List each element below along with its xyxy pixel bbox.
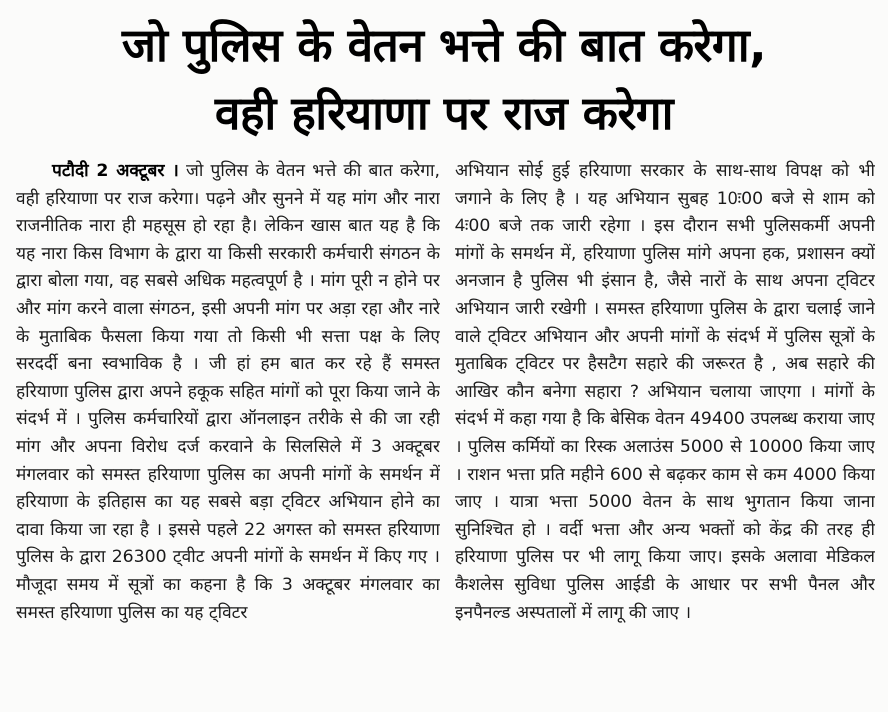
article-body-right: अभियान सोई हुई हरियाणा सरकार के साथ-साथ विपक्ष को भी जगाने के लिए है । यह अभियान सुबह 10ः00 बजे से शाम को 4ः00 बजे तक जारी रहेगा । इस दौरान सभी पुलिसकर्मी अपनी मांगों के समर्थन में, हरियाणा पुलिस मांगे अपना हक, प्रशासन क्यों अनजान है पुलिस भी इंसान है, जैसे नारों के साथ अपना ट्विटर अभियान जारी रखेगी । समस्त हरियाणा पुलिस के द्वारा चलाई जाने वाले ट्विटर अभियान और अपनी मांगों के संदर्भ में पुलिस सूत्रों के मुताबिक ट्विटर पर हैसटैग सहारे की जरूरत है , अब सहारे की आखिर कौन बनेगा सहारा ? अभियान चलाया जाएगा । मांगों के संदर्भ में कहा गया है कि बेसिक वेतन 49400 उपलब्ध कराया जाए । पुलिस कर्मियों का रिस्क अलाउंस 5000 से 10000 किया जाए । राशन भत्ता प्रति महीने 600 से बढ़कर काम से कम 4000 किया जाए । यात्रा भत्ता 5000 वेतन के साथ भुगतान किया जाना सुनिश्चित हो । वर्दी भत्ता और अन्य भक्तों को केंद्र की तरह ही हरियाणा पुलिस पर भी लागू किया जाए। इसके अलावा मेडिकल कैशलेस सुविधा पुलिस आईडी के आधार पर सभी पैनल और इनपैनल्ड अस्पतालों में लागू की जाए । [455, 161, 875, 623]
article-column-left [16, 158, 440, 710]
article-body-left: जो पुलिस के वेतन भत्ते की बात करेगा, वही हरियाणा पर राज करेगा। पढ़ने और सुनने में यह मांग और नारा राजनीतिक नारा ही महसूस हो रहा है। लेकिन खास बात यह है कि यह नारा किस विभाग के द्वारा या किसी सरकारी कर्मचारी संगठन के द्वारा बोला गया, वह सबसे अधिक महत्वपूर्ण है । मांग पूरी न होने पर और मांग करने वाला संगठन, इसी अपनी मांग पर अड़ा रहा और नारे के मुताबिक फैसला किया गया तो किसी भी सत्ता पक्ष के लिए सरदर्दी बना स्वभाविक है । जी हां हम बात कर रहे हैं समस्त हरियाणा पुलिस द्वारा अपने हकूक सहित मांगों को पूरा किया जाने के संदर्भ में । पुलिस कर्मचारियों द्वारा ऑनलाइन तरीके से की जा रही मांग और अपना विरोध दर्ज करवाने के सिलसिले में 3 अक्टूबर मंगलवार को समस्त हरियाणा पुलिस का अपनी मांगों के समर्थन में हरियाणा के इतिहास का यह सबसे बड़ा ट्विटर अभियान होने का दावा किया जा रहा है । इससे पहले 22 अगस्त को समस्त हरियाणा पुलिस के द्वारा 26300 ट्वीट अपनी मांगों के समर्थन में किए गए । मौजूदा समय में सूत्रों का कहना है कि 3 अक्टूबर मंगलवार का समस्त हरियाणा पुलिस का यह ट्विटर [16, 161, 440, 623]
headline-line-2: वही हरियाणा पर राज करेगा [214, 86, 674, 140]
dateline: पटौदी 2 अक्टूबर । [52, 161, 179, 181]
article-column-right [455, 158, 875, 710]
headline-line-1: जो पुलिस के वेतन भत्ते की बात करेगा, [121, 18, 767, 72]
article-paragraph-left [16, 158, 440, 627]
